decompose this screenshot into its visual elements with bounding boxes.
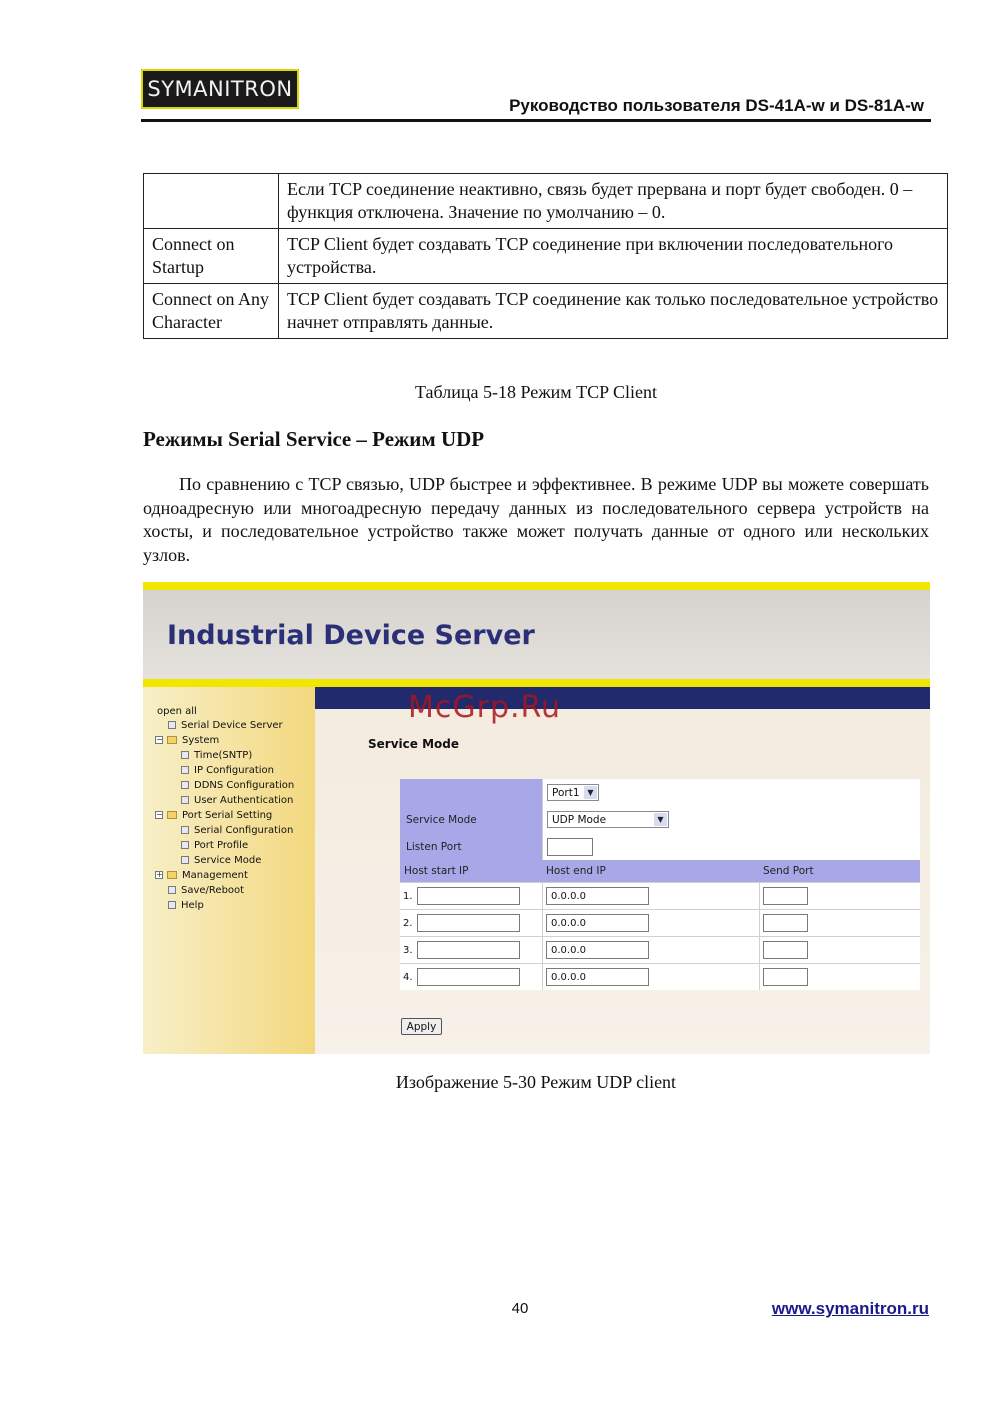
host-start-ip-input[interactable] xyxy=(417,914,520,932)
sidebar-item-label: Time(SNTP) xyxy=(194,749,253,761)
page-icon xyxy=(168,901,176,909)
banner-title: Industrial Device Server xyxy=(167,620,535,651)
host-end-ip-input[interactable]: 0.0.0.0 xyxy=(546,968,649,986)
expand-icon[interactable]: + xyxy=(156,870,163,879)
sidebar-item-help[interactable] xyxy=(168,898,204,912)
table-row xyxy=(144,229,948,284)
sidebar-item-label: Service Mode xyxy=(194,854,262,866)
sidebar-item-save-reboot[interactable] xyxy=(168,883,244,897)
embedded-screenshot xyxy=(143,582,930,1054)
host-start-ip-input[interactable] xyxy=(417,887,520,905)
folder-closed-icon xyxy=(167,871,177,879)
logo-text: SYMANITRON xyxy=(147,77,293,101)
header-title: Руководство пользователя DS-41A-w и DS-81A-w xyxy=(509,96,924,115)
sidebar-item-label: User Authentication xyxy=(194,794,294,806)
host-header-row xyxy=(400,860,920,882)
host-number: 3. xyxy=(403,944,413,956)
host-number: 2. xyxy=(403,917,413,929)
folder-open-icon xyxy=(167,811,177,819)
send-port-input[interactable] xyxy=(763,941,808,959)
figure-caption: Изображение 5-30 Режим UDP client xyxy=(395,1072,677,1092)
sidebar-item-ddns-configuration[interactable] xyxy=(181,778,294,792)
host-start-cell xyxy=(400,936,542,963)
table-row xyxy=(400,936,920,963)
listen-port-input[interactable] xyxy=(547,838,593,856)
sidebar-item-label: Port Serial Setting xyxy=(182,809,273,821)
table-term xyxy=(144,174,279,229)
port-row-value xyxy=(542,779,920,806)
table-term: Connect on Startup xyxy=(144,229,279,284)
page-icon xyxy=(181,766,189,774)
port-select[interactable] xyxy=(547,784,599,801)
page-number: 40 xyxy=(511,1300,529,1317)
sidebar-item-management[interactable] xyxy=(155,868,248,882)
send-port-cell xyxy=(759,882,920,909)
sidebar-item-service-mode[interactable] xyxy=(181,853,261,867)
port-select-value: Port1 xyxy=(552,786,580,799)
sidebar-item-label: Help xyxy=(181,899,204,911)
table-row xyxy=(400,909,920,936)
sidebar-item-label: Port Profile xyxy=(194,839,249,851)
host-start-cell xyxy=(400,909,542,936)
send-port-cell xyxy=(759,909,920,936)
table-description: TCP Client будет создавать TCP соединение как только последовательное устройство начнет отправлять данные. xyxy=(279,284,948,339)
listen-port-value xyxy=(542,833,920,860)
host-end-cell xyxy=(542,963,759,990)
page-icon xyxy=(181,751,189,759)
host-start-cell xyxy=(400,882,542,909)
sidebar-item-label: Management xyxy=(182,869,248,881)
section-heading: Режимы Serial Service – Режим UDP xyxy=(143,427,485,451)
host-end-ip-input[interactable]: 0.0.0.0 xyxy=(546,941,649,959)
service-mode-value xyxy=(542,806,920,833)
body-paragraph: По сравнению с TCP связью, UDP быстрее и эффективнее. В режиме UDP вы можете совершать одноадресную или многоадресную передачу данных из последовательного сервера устройств на хосты, и последовательное устройство также может получать данные от одного или нескольких узлов. xyxy=(143,474,929,565)
page-icon xyxy=(181,826,189,834)
service-mode-label: Service Mode xyxy=(400,806,542,833)
service-mode-select[interactable] xyxy=(547,811,669,828)
column-header: Host start IP xyxy=(400,860,542,882)
sidebar-item-port-serial-setting[interactable] xyxy=(155,808,272,822)
column-header: Send Port xyxy=(759,860,920,882)
page-title: Service Mode xyxy=(368,737,459,751)
open-all-label: open all xyxy=(157,705,197,717)
table-row xyxy=(144,284,948,339)
host-end-ip-input[interactable]: 0.0.0.0 xyxy=(546,887,649,905)
page-icon xyxy=(181,781,189,789)
listen-port-label: Listen Port xyxy=(400,833,542,860)
table-caption: Таблица 5-18 Режим TCP Client xyxy=(414,382,658,402)
apply-button[interactable]: Apply xyxy=(401,1018,442,1035)
host-end-cell xyxy=(542,909,759,936)
sidebar-item-label: System xyxy=(182,734,220,746)
sidebar-item-label: IP Configuration xyxy=(194,764,274,776)
host-start-ip-input[interactable] xyxy=(417,968,520,986)
sidebar-item-time-sntp[interactable] xyxy=(181,748,252,762)
sidebar-item-serial-configuration[interactable] xyxy=(181,823,293,837)
footer-link[interactable]: www.symanitron.ru xyxy=(771,1299,929,1318)
table-term: Connect on Any Character xyxy=(144,284,279,339)
host-end-cell xyxy=(542,882,759,909)
send-port-input[interactable] xyxy=(763,887,808,905)
header-divider xyxy=(141,119,931,122)
banner-top-stripe xyxy=(143,582,930,590)
banner-bottom-stripe xyxy=(143,679,930,687)
company-logo xyxy=(141,69,299,109)
page-icon xyxy=(181,841,189,849)
sidebar-item-label: Serial Configuration xyxy=(194,824,294,836)
sidebar-open-all[interactable] xyxy=(157,704,197,718)
folder-open-icon xyxy=(167,736,177,744)
host-number: 4. xyxy=(403,971,413,983)
collapse-icon[interactable]: − xyxy=(156,810,163,819)
send-port-cell xyxy=(759,963,920,990)
table-row xyxy=(400,882,920,909)
host-number: 1. xyxy=(403,890,413,902)
service-mode-row xyxy=(400,806,920,833)
host-end-cell xyxy=(542,936,759,963)
table-row xyxy=(400,963,920,990)
send-port-input[interactable] xyxy=(763,914,808,932)
collapse-icon[interactable]: − xyxy=(156,735,163,744)
table-row xyxy=(144,174,948,229)
chevron-down-icon: ▼ xyxy=(584,786,597,799)
sidebar-item-user-authentication[interactable] xyxy=(181,793,293,807)
send-port-cell xyxy=(759,936,920,963)
sidebar-item-label: Serial Device Server xyxy=(181,719,283,731)
send-port-input[interactable] xyxy=(763,968,808,986)
sidebar-item-system[interactable] xyxy=(155,733,219,747)
sidebar-item-label: Save/Reboot xyxy=(181,884,245,896)
definition-table xyxy=(143,173,948,339)
page-icon xyxy=(168,721,176,729)
watermark: McGrp.Ru xyxy=(408,690,562,725)
sidebar-item-label: DDNS Configuration xyxy=(194,779,295,791)
page-icon xyxy=(181,856,189,864)
port-row-label xyxy=(400,779,542,806)
sidebar-item-serial-device-server[interactable] xyxy=(168,718,283,732)
page-icon xyxy=(168,886,176,894)
page-icon xyxy=(181,796,189,804)
chevron-down-icon: ▼ xyxy=(654,813,667,826)
column-header: Host end IP xyxy=(542,860,759,882)
table-description: Если TCP соединение неактивно, связь будет прервана и порт будет свободен. 0 – функция отключена. Значение по умолчанию – 0. xyxy=(279,174,948,229)
host-start-ip-input[interactable] xyxy=(417,941,520,959)
sidebar-item-port-profile[interactable] xyxy=(181,838,248,852)
host-start-cell xyxy=(400,963,542,990)
table-description: TCP Client будет создавать TCP соединение при включении последовательного устройства. xyxy=(279,229,948,284)
listen-port-row xyxy=(400,833,920,860)
port-row xyxy=(400,779,920,806)
sidebar-item-ip-configuration[interactable] xyxy=(181,763,274,777)
host-end-ip-input[interactable]: 0.0.0.0 xyxy=(546,914,649,932)
service-mode-select-value: UDP Mode xyxy=(552,813,607,826)
